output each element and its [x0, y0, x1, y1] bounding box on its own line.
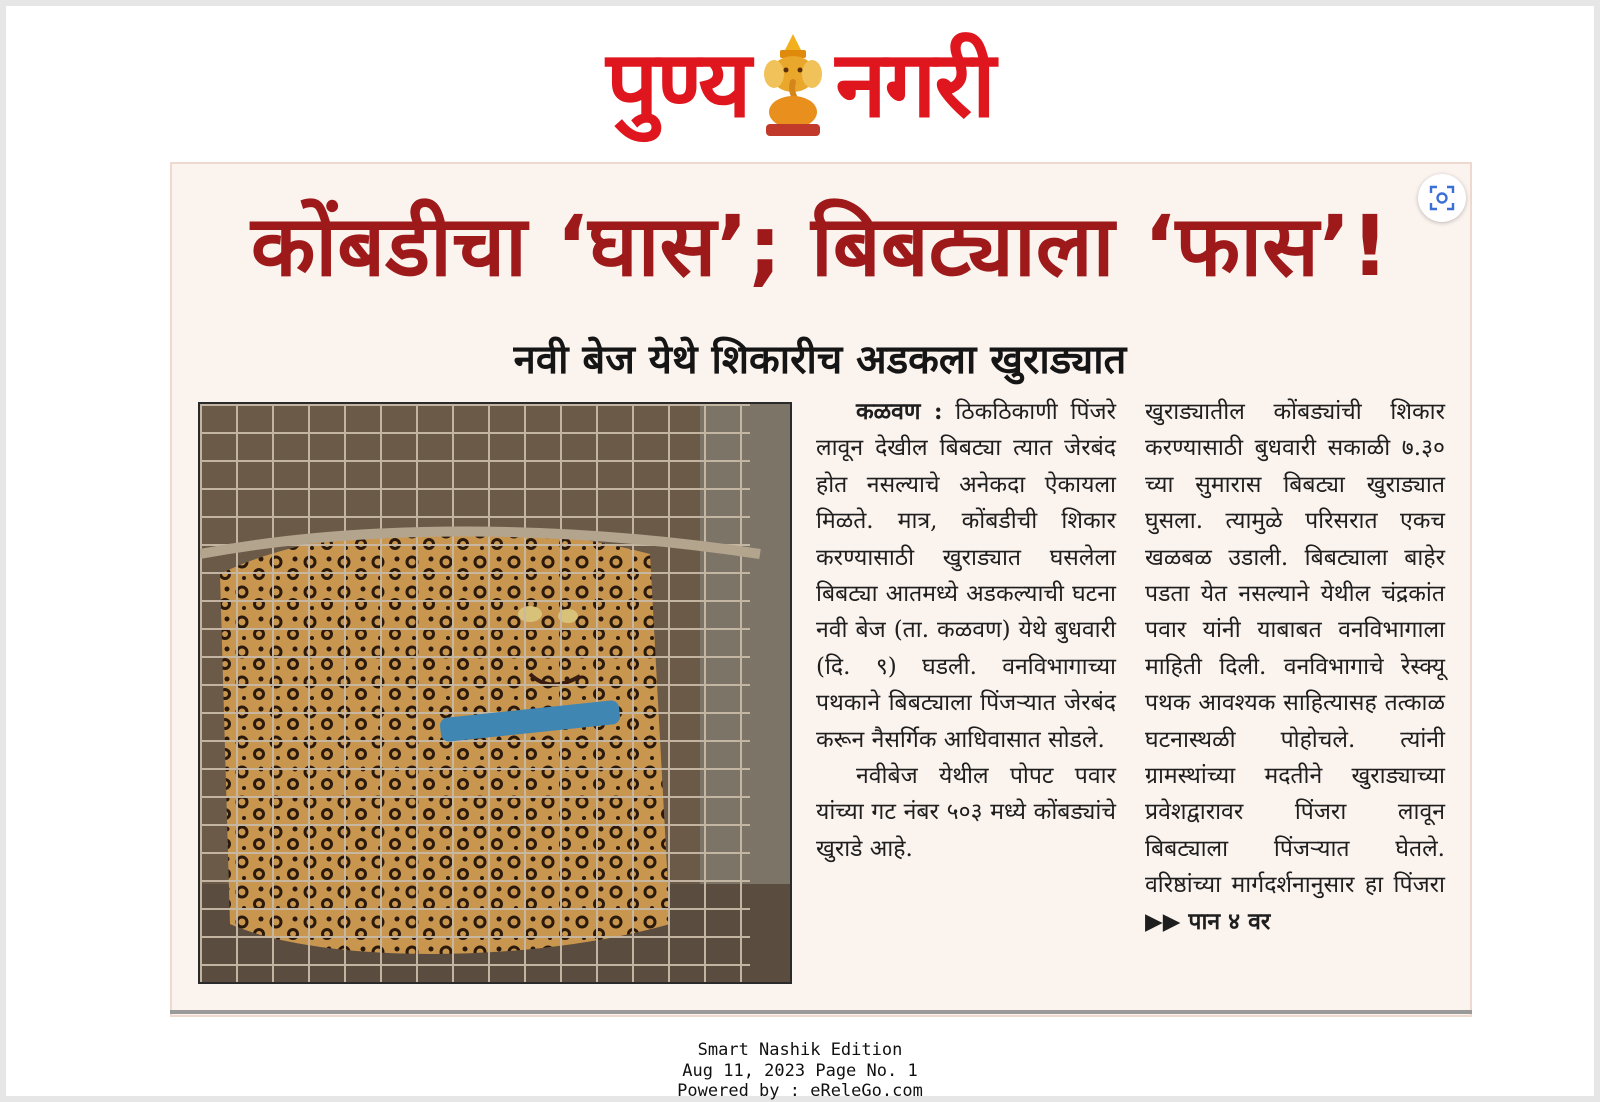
ganesha-icon	[756, 30, 830, 140]
masthead-right: नगरी	[835, 31, 994, 138]
continued-on-page-4: ▶▶ पान ४ वर	[1145, 908, 1271, 935]
footer-edition: Smart Nashik Edition	[697, 1040, 903, 1060]
news-clipping	[170, 162, 1472, 1017]
article-column-1	[816, 394, 1116, 867]
column-1-paragraph-1	[816, 394, 1116, 758]
column-2-paragraph-1	[1145, 394, 1445, 940]
headline: कोंबडीचा ‘घास’; बिबट्याला ‘फास’!	[250, 197, 1390, 295]
article-column-2	[1145, 394, 1445, 940]
clipping-bottom-rule	[170, 1010, 1472, 1014]
footer-date-page: Aug 11, 2023 Page No. 1	[682, 1060, 918, 1081]
column-1-paragraph-2: नवीबेज येथील पोपट पवार यांच्या गट नंबर ५०३ मध्ये कोंबड्यांचे खुराडे आहे.	[816, 763, 1116, 862]
page-footer	[0, 1040, 1600, 1102]
column-2-text: खुराड्यातील कोंबड्यांची शिकार करण्यासाठी बुधवारी सकाळी ७.३० च्या सुमारास बिबट्या खुराड्यात घुसला. त्यामुळे परिसरात एकच खळबळ उडाली. बिबट्याला बाहेर पडता येत नसल्याने येथील चंद्रकांत पवार यांनी याबाबत वनविभागाला माहिती दिली. वनविभागाचे रेस्क्यू पथक आवश्यक साहित्यासह तत्काळ घटनास्थळी पोहोचले. त्यांनी ग्रामस्थांच्या मदतीने खुराड्याच्या प्रवेशद्वारावर पिंजरा लावून बिबट्याला पिंजऱ्यात घेतले. वरिष्ठांच्या मार्गदर्शनानुसार हा पिंजरा	[1145, 399, 1445, 899]
column-1-text: ठिकठिकाणी पिंजरे लावून देखील बिबट्या त्यात जेरबंद होत नसल्याचे अनेकदा ऐकायला मिळते. मात्र, कोंबडीची शिकार करण्यासाठी खुराड्यात घसलेला बिबट्या आतमध्ये अडकल्याची घटना नवी बेज (ता. कळवण) येथे बुधवारी (दि. ९) घडली. वनविभागाच्या पथकाने बिबट्याला पिंजऱ्यात जेरबंद करून नैसर्गिक आधिवासात सोडले.	[816, 399, 1116, 753]
subheadline: नवी बेज येथे शिकारीच अडकला खुराड्यात	[513, 337, 1127, 383]
scan-text-icon[interactable]	[1418, 174, 1466, 222]
masthead-logo	[560, 20, 1040, 150]
dateline: कळवण :	[856, 398, 943, 425]
masthead-left: पुण्य	[606, 31, 750, 138]
footer-powered-by: Powered by : eReleGo.com	[677, 1081, 923, 1101]
leopard-in-cage-photo	[198, 402, 792, 984]
